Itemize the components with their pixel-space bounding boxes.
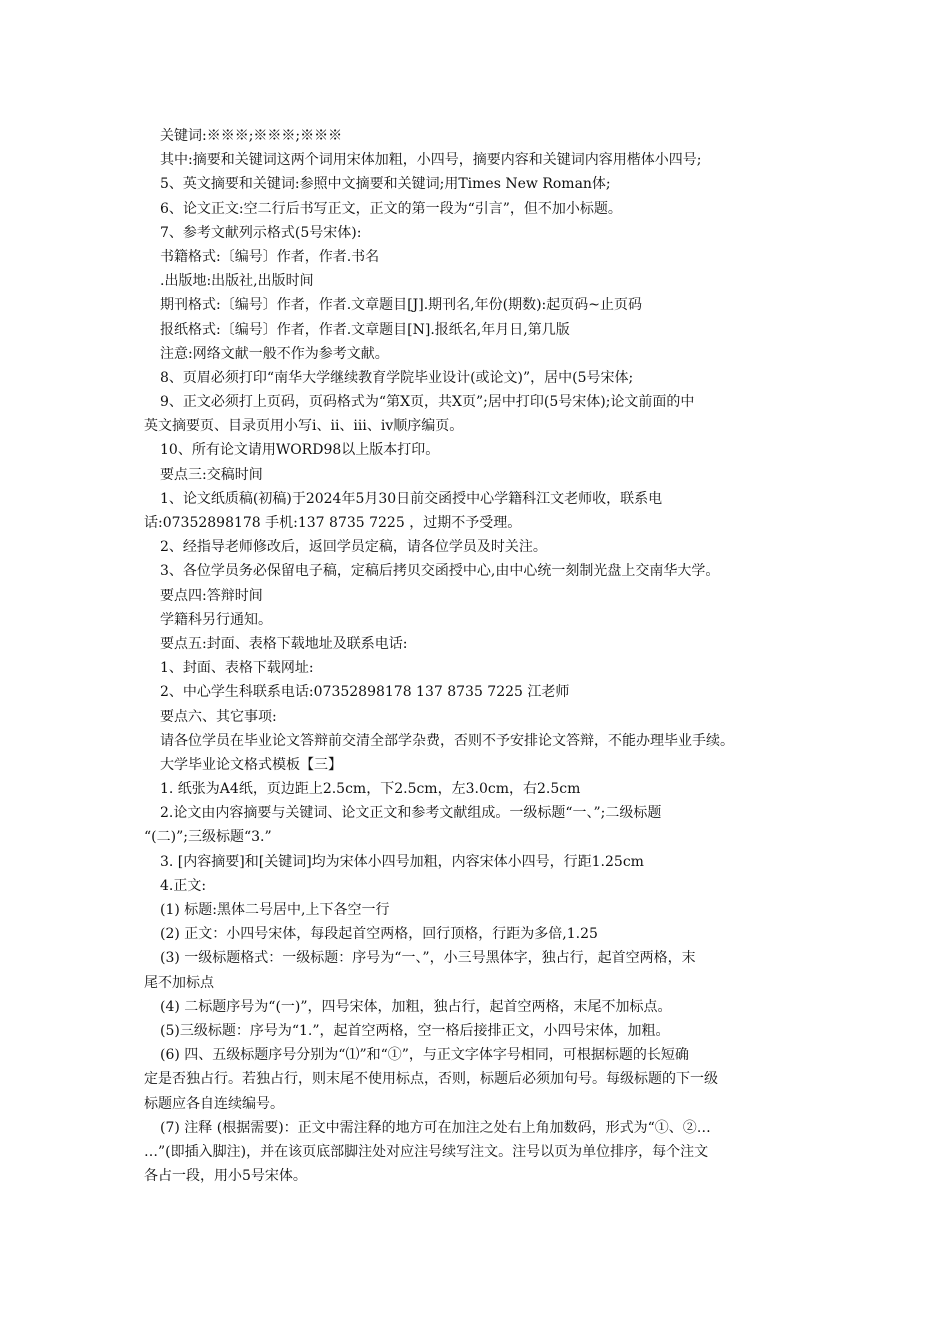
text-line: 1、论文纸质稿(初稿)于2024年5月30日前交函授中心学籍科江文老师收，联系电 <box>160 490 663 507</box>
text-line: (7) 注释 (根据需要)：正文中需注释的地方可在加注之处右上角加数码，形式为“①、②… <box>160 1119 711 1136</box>
text-line: “(二)”;三级标题“3.” <box>144 829 272 846</box>
text-line: 9、正文必须打上页码，页码格式为“第X页，共X页”;居中打印(5号宋体);论文前面的中 <box>160 394 695 411</box>
text-line: 话:07352898178 手机:137 8735 7225 ，过期不予受理。 <box>144 515 522 531</box>
text-line: 标题应各自连续编号。 <box>144 1095 284 1112</box>
text-line: 请各位学员在毕业论文答辩前交清全部学杂费，否则不予安排论文答辩，不能办理毕业手续。 <box>160 732 734 749</box>
text-line: 定是否独占行。若独占行，则末尾不使用标点，否则，标题后必须加句号。每级标题的下一级 <box>144 1071 718 1088</box>
text-line: .出版地:出版社,出版时间 <box>160 273 314 290</box>
text-line: 学籍科另行通知。 <box>160 611 272 628</box>
text-line: 要点三:交稿时间 <box>160 466 263 483</box>
text-line: (4) 二标题序号为“(一)”，四号宋体，加粗，独占行，起首空两格，末尾不加标点。 <box>160 998 672 1015</box>
text-line: 要点五:封面、表格下载地址及联系电话: <box>160 635 408 652</box>
text-line: 7、参考文献列示格式(5号宋体): <box>160 224 362 241</box>
document-body <box>144 124 814 1188</box>
text-line: 书籍格式:〔编号〕作者，作者.书名 <box>160 248 380 265</box>
text-line: 1、封面、表格下载网址: <box>160 660 314 677</box>
text-line: …”(即插入脚注)，并在该页底部脚注处对应注号续写注文。注号以页为单位排序，每个注文 <box>144 1143 709 1160</box>
text-line: 要点四:答辩时间 <box>160 587 263 604</box>
text-line: 期刊格式:〔编号〕作者，作者.文章题目[J].期刊名,年份(期数):起页码~止页码 <box>160 297 642 314</box>
text-line: 要点六、其它事项: <box>160 708 277 725</box>
text-line: (3) 一级标题格式：一级标题：序号为“一、”，小三号黑体字，独占行，起首空两格，末 <box>160 950 696 967</box>
text-line: 5、英文摘要和关键词:参照中文摘要和关键词;用Times New Roman体; <box>160 176 611 193</box>
text-line: (5)三级标题：序号为“1.”，起首空两格，空一格后接排正文，小四号宋体，加粗。 <box>160 1022 670 1039</box>
text-line: 3、各位学员务必保留电子稿，定稿后拷贝交函授中心,由中心统一刻制光盘上交南华大学。 <box>160 563 720 580</box>
text-line: 其中:摘要和关键词这两个词用宋体加粗，小四号，摘要内容和关键词内容用楷体小四号; <box>160 152 702 169</box>
text-line: 2.论文由内容摘要与关键词、论文正文和参考文献组成。一级标题“一、”;二级标题 <box>160 805 662 822</box>
text-line: (6) 四、五级标题序号分别为“⑴”和“①”，与正文字体字号相同，可根据标题的长短确 <box>160 1047 689 1064</box>
text-line: (2) 正文：小四号宋体，每段起首空两格，回行顶格，行距为多倍,1.25 <box>160 926 598 943</box>
text-line: 6、论文正文:空二行后书写正文，正文的第一段为“引言”，但不加小标题。 <box>160 200 622 217</box>
text-line: 1. 纸张为A4纸，页边距上2.5cm，下2.5cm，左3.0cm，右2.5cm <box>160 781 581 798</box>
text-line: 各占一段，用小5号宋体。 <box>144 1168 307 1185</box>
text-line: 注意:网络文献一般不作为参考文献。 <box>160 345 389 362</box>
text-line: 3. [内容摘要]和[关键词]均为宋体小四号加粗，内容宋体小四号，行距1.25cm <box>160 853 644 870</box>
text-line: 报纸格式:〔编号〕作者，作者.文章题目[N].报纸名,年月日,第几版 <box>160 321 570 338</box>
text-line: 8、页眉必须打印“南华大学继续教育学院毕业设计(或论文)”，居中(5号宋体; <box>160 369 634 386</box>
text-line: 2、中心学生科联系电话:07352898178 137 8735 7225 江老师 <box>160 684 570 701</box>
text-line: (1) 标题:黑体二号居中,上下各空一行 <box>160 902 390 918</box>
text-line: 2、经指导老师修改后，返回学员定稿，请各位学员及时关注。 <box>160 539 547 556</box>
text-line: 10、所有论文请用WORD98以上版本打印。 <box>160 442 440 459</box>
text-line: 尾不加标点 <box>144 974 214 991</box>
text-line: 4.正文: <box>160 877 207 894</box>
text-line: 英文摘要页、目录页用小写ⅰ、ⅱ、ⅲ、ⅳ顺序编页。 <box>144 418 464 435</box>
text-line: 关键词:※※※;※※※;※※※ <box>160 128 343 144</box>
text-line: 大学毕业论文格式模板【三】 <box>160 756 342 773</box>
